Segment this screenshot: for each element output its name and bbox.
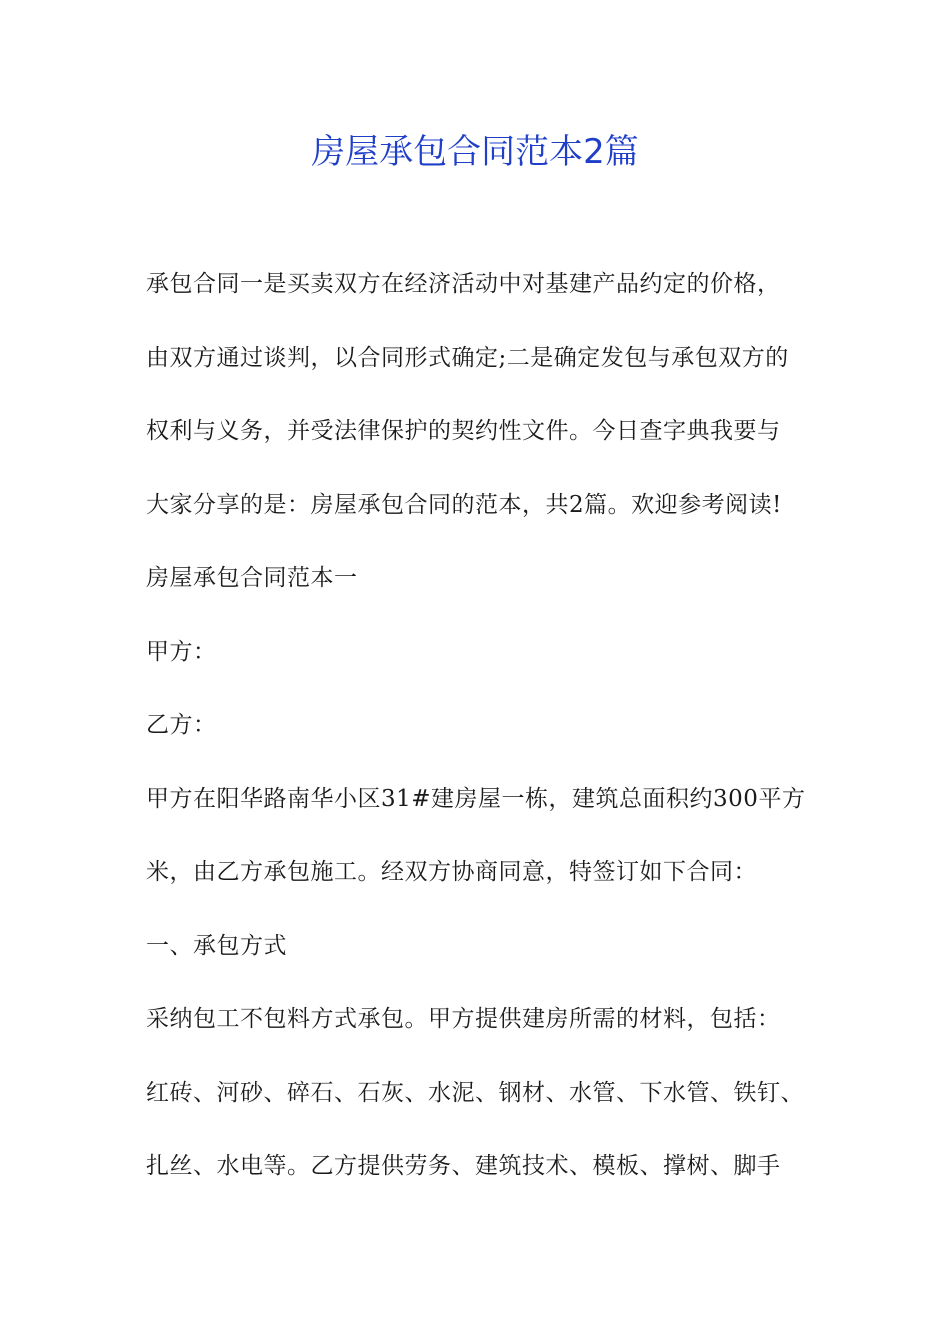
party-b-label: 乙方：	[146, 712, 217, 738]
paragraph-line: 采纳包工不包料方式承包。甲方提供建房所需的材料，包括：	[146, 1006, 781, 1032]
paragraph-line: 大家分享的是：房屋承包合同的范本，共2篇。欢迎参考阅读!	[146, 491, 782, 518]
paragraph-line: 红砖、河砂、碎石、石灰、水泥、钢材、水管、下水管、铁钉、	[146, 1079, 804, 1106]
paragraph-line: 米，由乙方承包施工。经双方协商同意，特签订如下合同：	[146, 859, 757, 885]
document-body	[146, 264, 836, 1220]
paragraph-line: 由双方通过谈判，以合同形式确定;二是确定发包与承包双方的	[146, 344, 789, 371]
paragraph-line: 甲方在阳华路南华小区31#建房屋一栋，建筑总面积约300平方	[146, 785, 806, 812]
paragraph-line: 承包合同一是买卖双方在经济活动中对基建产品约定的价格，	[146, 271, 781, 297]
section-heading: 房屋承包合同范本一	[146, 565, 358, 591]
clause-heading: 一、承包方式	[146, 932, 287, 959]
document-title: 房屋承包合同范本2篇	[311, 132, 639, 172]
paragraph-line: 扎丝、水电等。乙方提供劳务、建筑技术、模板、撑树、脚手	[146, 1153, 781, 1179]
paragraph-line: 权利与义务，并受法律保护的契约性文件。今日查字典我要与	[146, 418, 781, 444]
party-a-label: 甲方：	[146, 638, 217, 665]
